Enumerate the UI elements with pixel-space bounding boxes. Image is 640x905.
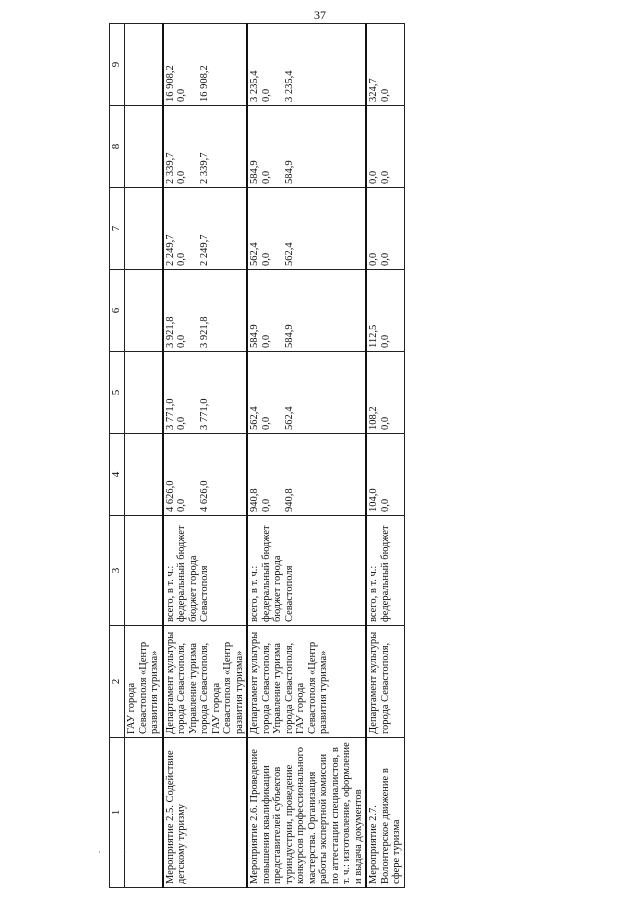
table-row	[366, 24, 404, 888]
value-cell	[163, 188, 248, 270]
value: 0,0	[260, 334, 272, 348]
value: 324,7	[368, 78, 379, 102]
value: 0,0	[379, 252, 391, 266]
value: 0,0	[260, 416, 272, 430]
value: 2 339,7	[199, 152, 210, 184]
value: 2 249,7	[199, 234, 210, 266]
column-header: 4	[110, 434, 125, 516]
page-number: 37	[314, 8, 326, 22]
value: 2 339,7	[164, 152, 176, 184]
column-header: 6	[110, 270, 125, 352]
value-cell	[125, 352, 163, 434]
value: 562,4	[249, 406, 260, 430]
value: 0,0	[379, 170, 391, 184]
value: 0,0	[176, 170, 187, 184]
funding-source-cell	[125, 516, 163, 626]
value: 0,0	[379, 88, 391, 102]
value: 562,4	[283, 242, 295, 266]
value-cell	[366, 24, 404, 106]
executor-cell: Департамент культуры города Севастополя,	[366, 626, 404, 738]
value: 0,0	[176, 416, 187, 430]
value: 16 908,2	[164, 65, 176, 102]
funding-source: бюджет города Севастополя	[272, 555, 295, 622]
value-cell	[163, 24, 248, 106]
value: 3 771,0	[164, 398, 176, 430]
value-cell	[125, 24, 163, 106]
value: 940,8	[283, 488, 295, 512]
budget-table	[109, 23, 405, 888]
margin-marks: · ·	[98, 847, 137, 857]
value: 0,0	[176, 88, 187, 102]
value-cell	[366, 434, 404, 516]
value: 0,0	[176, 252, 187, 266]
value: 584,9	[283, 324, 295, 348]
column-header: 7	[110, 188, 125, 270]
measure-cell: Мероприятие 2.7. Волонтерское движение в сфере туризма	[366, 738, 404, 888]
funding-source: всего, в т. ч.:	[164, 565, 176, 622]
measure-cell: Мероприятие 2.6. Проведение повышения квалификации представителей субъектов туриндустрии, проведение конкурсов профессионального мастерства. Организация работы экспертной комиссии по аттестации специалистов, в т. ч.: изготовление, оформление и выдача документов	[247, 738, 366, 888]
column-header: 1	[110, 738, 125, 888]
value-cell	[247, 106, 366, 188]
value: 0,0	[379, 416, 391, 430]
value-cell	[247, 352, 366, 434]
value: 0,0	[260, 170, 272, 184]
value: 4 626,0	[199, 480, 210, 512]
column-header: 9	[110, 24, 125, 106]
value-cell	[247, 188, 366, 270]
value: 3 921,8	[199, 316, 210, 348]
funding-source: всего, в т. ч.:	[249, 565, 260, 622]
funding-source-cell	[366, 516, 404, 626]
executor-cell: Департамент культуры города Севастополя, Управление туризма города Севастополя, ГАУ города Севастополя «Центр развития туризма»	[247, 626, 366, 738]
funding-source-cell	[163, 516, 248, 626]
value-cell	[247, 434, 366, 516]
value: 0,0	[176, 498, 187, 512]
value: 0,0	[176, 334, 187, 348]
funding-source-cell	[247, 516, 366, 626]
value-cell	[366, 270, 404, 352]
value: 562,4	[249, 242, 260, 266]
value: 3 235,4	[249, 70, 260, 102]
executor-cell: ГАУ города Севастополя «Центр развития туризма»	[125, 626, 163, 738]
value-cell	[125, 270, 163, 352]
value-cell	[163, 270, 248, 352]
value: 0,0	[379, 498, 391, 512]
value: 4 626,0	[164, 480, 176, 512]
value-cell	[366, 106, 404, 188]
value: 2 249,7	[164, 234, 176, 266]
value: 0,0	[368, 252, 379, 266]
table-row	[163, 24, 248, 888]
funding-source: бюджет города Севастополя	[187, 555, 210, 622]
column-header: 5	[110, 352, 125, 434]
value-cell	[366, 188, 404, 270]
table-row	[247, 24, 366, 888]
value: 108,2	[368, 406, 379, 430]
value: 0,0	[368, 170, 379, 184]
value: 584,9	[249, 324, 260, 348]
funding-source: федеральный бюджет	[176, 525, 187, 622]
value: 584,9	[283, 160, 295, 184]
value-cell	[366, 352, 404, 434]
value-cell	[247, 24, 366, 106]
value: 0,0	[260, 498, 272, 512]
header-row	[110, 24, 125, 888]
value: 3 771,0	[199, 398, 210, 430]
value-cell	[125, 188, 163, 270]
value: 16 908,2	[199, 65, 210, 102]
column-header: 3	[110, 516, 125, 626]
value: 0,0	[260, 88, 272, 102]
value: 562,4	[283, 406, 295, 430]
value: 0,0	[379, 334, 391, 348]
value-cell	[125, 106, 163, 188]
column-header: 8	[110, 106, 125, 188]
measure-cell	[125, 738, 163, 888]
funding-source: федеральный бюджет	[260, 525, 272, 622]
value-cell	[163, 106, 248, 188]
rotated-table-container	[109, 24, 587, 888]
funding-source: всего, в т. ч.:	[368, 565, 379, 622]
executor-cell: Департамент культуры города Севастополя, Управление туризма города Севастополя, ГАУ города Севастополя «Центр развития туризма»	[163, 626, 248, 738]
funding-source: федеральный бюджет	[379, 525, 391, 622]
measure-cell: Мероприятие 2.5. Содействие детскому туризму	[163, 738, 248, 888]
value-cell	[163, 352, 248, 434]
value: 0,0	[260, 252, 272, 266]
value-cell	[247, 270, 366, 352]
value: 104,0	[368, 488, 379, 512]
value-cell	[125, 434, 163, 516]
value-cell	[163, 434, 248, 516]
value: 3 921,8	[164, 316, 176, 348]
value: 584,9	[249, 160, 260, 184]
value: 940,8	[249, 488, 260, 512]
table-row	[125, 24, 163, 888]
value: 112,5	[368, 324, 379, 348]
column-header: 2	[110, 626, 125, 738]
value: 3 235,4	[283, 70, 295, 102]
